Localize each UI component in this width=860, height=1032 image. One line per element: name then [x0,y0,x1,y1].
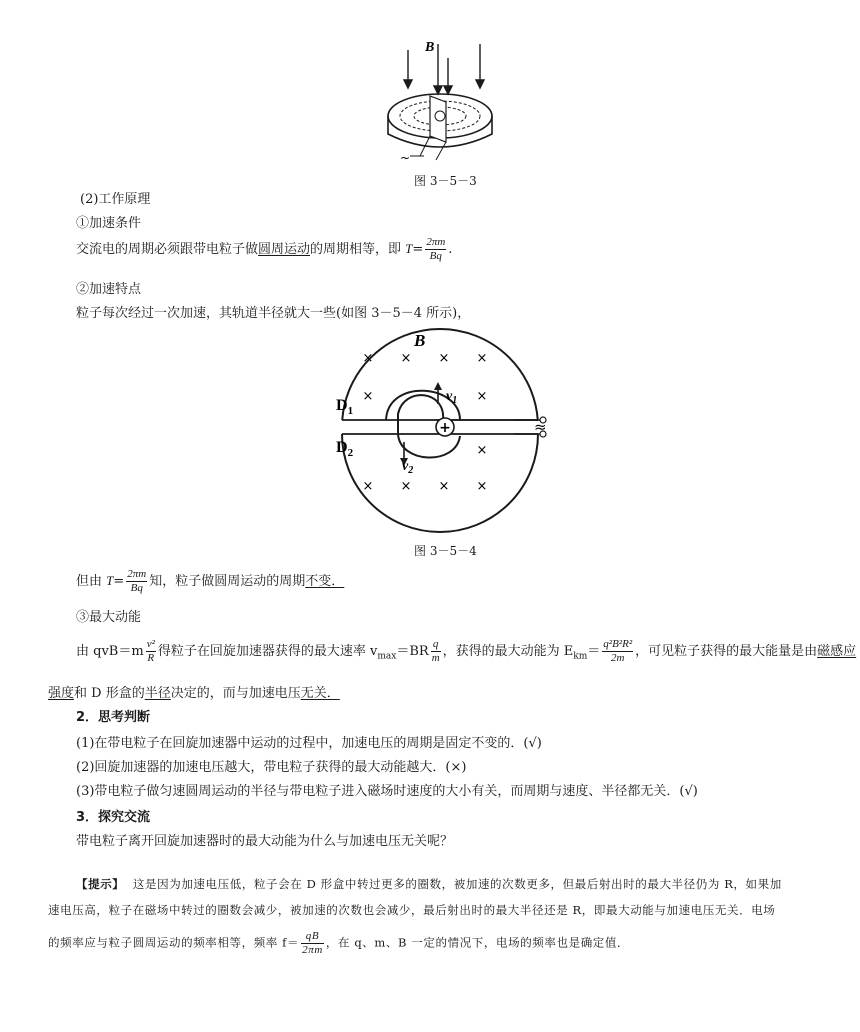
svg-text:×: × [362,389,374,404]
section-heading-discuss: 3．探究交流 [76,810,151,825]
velocity1-label: $v_1$ [446,389,458,406]
svg-text:×: × [438,351,450,366]
underlined-answer: 不变． [305,574,345,589]
dee2-label: $D_2$ [336,439,354,459]
svg-text:×: × [362,479,374,494]
tip-line-2: 速电压高，粒子在磁场中转过的圈数会减少，被加速的次数也会减少，最后射出时的最大半径还是 R，即最大动能与加速电压无关．电场 [48,903,776,917]
item2-title: ②加速特点 [76,282,142,297]
formula-fraction: $\frac{q}{m}$ [431,638,440,664]
item1-title: ①加速条件 [76,216,142,231]
tip-label: 【提示】 [76,877,125,891]
svg-text:×: × [476,443,488,458]
svg-text:×: × [476,351,488,366]
svg-text:×: × [400,351,412,366]
cyclotron-dee-diagram [328,324,550,538]
discuss-question: 带电粒子离开回旋加速器时的最大动能为什么与加速电压无关呢？ [76,834,454,849]
section-heading-judge: 2．思考判断 [76,710,151,725]
svg-text:×: × [476,479,488,494]
tip-line-3: 的频率应与粒子圆周运动的频率相等，频率 f＝ $\frac{qB}{2\pi m}$ ，在 q、m、B 一定的情况下，电场的频率也是确定值． [48,930,630,956]
judge-item-2: (2)回旋加速器的加速电压越大，带电粒子获得的最大动能越大．(×) [76,760,467,775]
figure-caption-1: 图 3－5－3 [414,174,477,188]
cyclotron-3d-figure [380,36,500,166]
formula-fraction: $\frac{2\pi m}{Bq}$ [426,236,446,262]
svg-text:×: × [476,389,488,404]
svg-text:×: × [438,479,450,494]
period-paragraph: 但由 T= $\frac{2\pi m}{Bq}$ 知，粒子做圆周运动的周期不变． [76,568,345,594]
ac-source-icon: ≈ [534,418,547,436]
velocity2-label: $v_2$ [402,459,414,476]
formula-fraction: $\frac{2\pi m}{Bq}$ [127,568,147,594]
formula-fraction: $\frac{\text{q²B²R²}}{2m}$ [603,638,633,664]
b-field-label: B [414,331,426,350]
item3-title: ③最大动能 [76,610,142,625]
item2-paragraph: 粒子每次经过一次加速，其轨道半径就大一些(如图 3－5－4 所示)， [76,306,471,321]
judge-item-3: (3)带电粒子做匀速圆周运动的半径与带电粒子进入磁场时速度的大小有关，而周期与速度、半径都无关．(√) [76,784,698,799]
field-crosses [363,351,488,494]
svg-text:×: × [362,351,374,366]
formula-fraction: $\frac{\text{v²}}{R}$ [146,638,155,664]
underlined-answer: 磁感应 [817,644,857,659]
ac-source-icon: ~ [400,151,411,165]
formula-fraction: $\frac{qB}{2\pi m}$ [302,930,323,956]
b-field-label: B [425,40,435,55]
max-ke-paragraph-line2: 强度和 D 形盒的半径决定的，而与加速电压无关． [48,686,340,701]
tip-line-1: 【提示】 这是因为加速电压低，粒子会在 D 形盒中转过更多的圈数，被加速的次数更多，但最后射出时的最大半径仍为 R，如果加 [76,877,782,891]
section-heading-working-principle: (2)工作原理 [80,192,151,207]
max-ke-paragraph-line1: 由 qvB＝m $\frac{\text{v²}}{R}$ 得粒子在回旋加速器获得的最大速率 $v_{max}=BR$ $\frac{q}{m}$ ，获得的最大动能为 $E_{km}=$ $\frac{\text{q²B²R²}}{2m}$ ，可见粒子获得的最大能量是由磁感应 [76,638,857,664]
item1-paragraph: 交流电的周期必须跟带电粒子做圆周运动的周期相等，即 T= $\frac{2\pi m}{Bq}$ . [76,236,453,262]
dee1-label: $D_1$ [336,397,354,417]
svg-text:×: × [400,479,412,494]
judge-item-1: (1)在带电粒子在回旋加速器中运动的过程中，加速电压的周期是固定不变的．(√) [76,736,542,751]
figure-caption-2: 图 3－5－4 [414,544,477,558]
underlined-answer: 圆周运动 [258,242,311,257]
plus-source-icon: + [439,420,451,436]
